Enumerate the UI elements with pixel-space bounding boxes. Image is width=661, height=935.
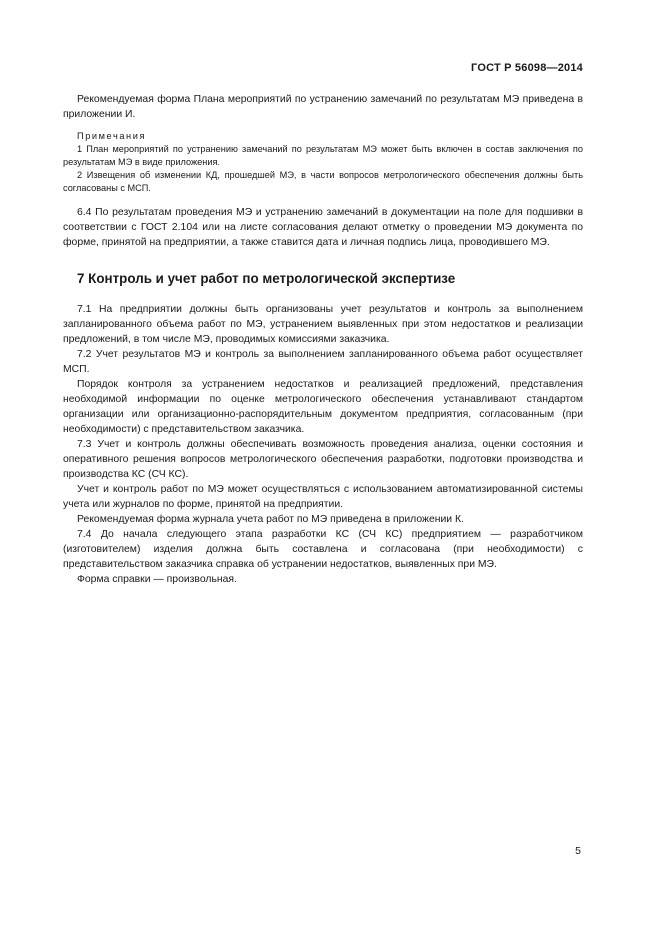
section-paragraph: 7.4 До начала следующего этапа разработки КС (СЧ КС) предприятием — разработчиком (изготовителем) изделия должна быть составлена и согласована (при необходимости) с представительством заказчика справка об устранении недостатков, выявленных при МЭ. [63, 529, 583, 570]
section-paragraph: Учет и контроль работ по МЭ может осуществляться с использованием автоматизированной системы учета или журналов по форме, принятой на предприятии. [63, 484, 583, 510]
section-paragraph: 7.3 Учет и контроль должны обеспечивать возможность проведения анализа, оценки состояния и оперативного решения вопросов метрологического обеспечения разработки, подготовки производства и производства КС (СЧ КС). [63, 439, 583, 480]
page-number: 5 [575, 845, 581, 857]
section-paragraph: 7.2 Учет результатов МЭ и контроль за выполнением запланированного объема работ осуществляет МСП. [63, 349, 583, 375]
section-paragraph: Рекомендуемая форма журнала учета работ по МЭ приведена в приложении К. [77, 514, 464, 525]
section-paragraph: Порядок контроля за устранением недостатков и реализацией предложений, представления необходимой информации по оценке метрологического обеспечения устанавливают стандартом организации или организационно-распорядительным документом предприятия, согласованным (при необходимости) с представительством заказчика. [63, 379, 583, 435]
notes-block [63, 130, 583, 195]
page-content [63, 92, 583, 587]
document-code-header: ГОСТ Р 56098—2014 [471, 62, 583, 74]
notes-title: Примечания [77, 131, 147, 141]
note-item: 1 План мероприятий по устранению замечаний по результатам МЭ может быть включен в состав заключения по результатам МЭ в виде приложения. [63, 144, 583, 167]
intro-paragraph: Рекомендуемая форма Плана мероприятий по устранению замечаний по результатам МЭ приведена в приложении И. [63, 94, 583, 120]
section-paragraph: Форма справки — произвольная. [77, 574, 237, 585]
section-heading: 7 Контроль и учет работ по метрологической экспертизе [77, 271, 456, 286]
paragraph-6-4: 6.4 По результатам проведения МЭ и устранению замечаний в документации на поле для подшивки в соответствии с ГОСТ 2.104 или на листе согласования делают отметку о проведении МЭ документа по форме, принятой на предприятии, а также ставится дата и личная подпись лица, проводившего МЭ. [63, 207, 583, 248]
section-paragraph: 7.1 На предприятии должны быть организованы учет результатов и контроль за выполнением запланированного объема работ по МЭ, устранением выявленных при этом недостатков и реализации предложений, в том числе МЭ, проводимых комиссиями заказчика. [63, 304, 583, 345]
note-item: 2 Извещения об изменении КД, прошедшей МЭ, в части вопросов метрологического обеспечения должны быть согласованы с МСП. [63, 170, 583, 193]
